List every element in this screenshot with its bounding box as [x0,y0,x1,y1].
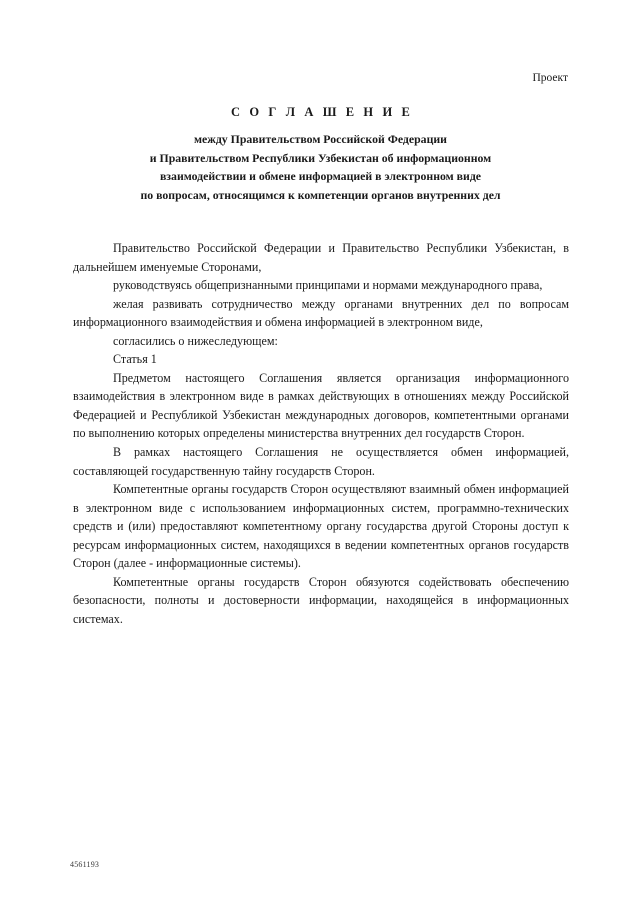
article-paragraph-2: В рамках настоящего Соглашения не осуществляется обмен информацией, составляющей государственную тайну государств Сторон. [73,445,569,478]
subtitle-line-3: взаимодействии и обмене информацией в электронном виде [159,169,482,184]
subtitle-line-4: по вопросам, относящимся к компетенции органов внутренних дел [140,187,501,202]
document-body [73,239,569,628]
document-title: С О Г Л А Ш Е Н И Е [231,105,413,119]
article-paragraph-3: Компетентные органы государств Сторон осуществляют взаимный обмен информацией в электронном виде с использованием информационных систем, программно-технических средств и (или) предоставляют компетентному органу государства другой Стороны доступ к ресурсам информационных систем, находящихся в ведении компетентных органов государств Сторон (далее - информационные системы). [73,482,569,571]
article-paragraph-4: Компетентные органы государств Сторон обязуются содействовать обеспечению безопасности, полноты и достоверности информации, находящейся в информационных системах. [73,574,569,626]
subtitle-line-1: между Правительством Российской Федерации [194,132,447,146]
article-heading: Статья 1 [113,352,157,367]
preamble-paragraph-3: желая развивать сотрудничество между органами внутренних дел по вопросам информационного взаимодействия и обмена информацией в электронном виде, [73,296,569,330]
subtitle-line-2: и Правительством Республики Узбекистан об информационном [149,150,492,165]
preamble-paragraph-2: руководствуясь общепризнанными принципами и нормами международного права, [113,278,543,293]
title-block [62,103,579,204]
footer-document-code: 4561193 [70,860,100,869]
preamble-paragraph-4: согласились о нижеследующем: [113,333,278,348]
document-subtitle [62,130,579,204]
preamble-paragraph-1: Правительство Российской Федерации и Правительство Республики Узбекистан, в дальнейшем именуемые Сторонами, [73,241,569,274]
draft-label: Проект [532,72,568,84]
article-paragraph-1: Предметом настоящего Соглашения является организация информационного взаимодействия в электронном виде в рамках действующих в отношениях между Российской Федерацией и Республикой Узбекистан международных договоров, компетентными органами по выполнению которых определены министерства внутренних дел государств Сторон. [73,370,569,441]
